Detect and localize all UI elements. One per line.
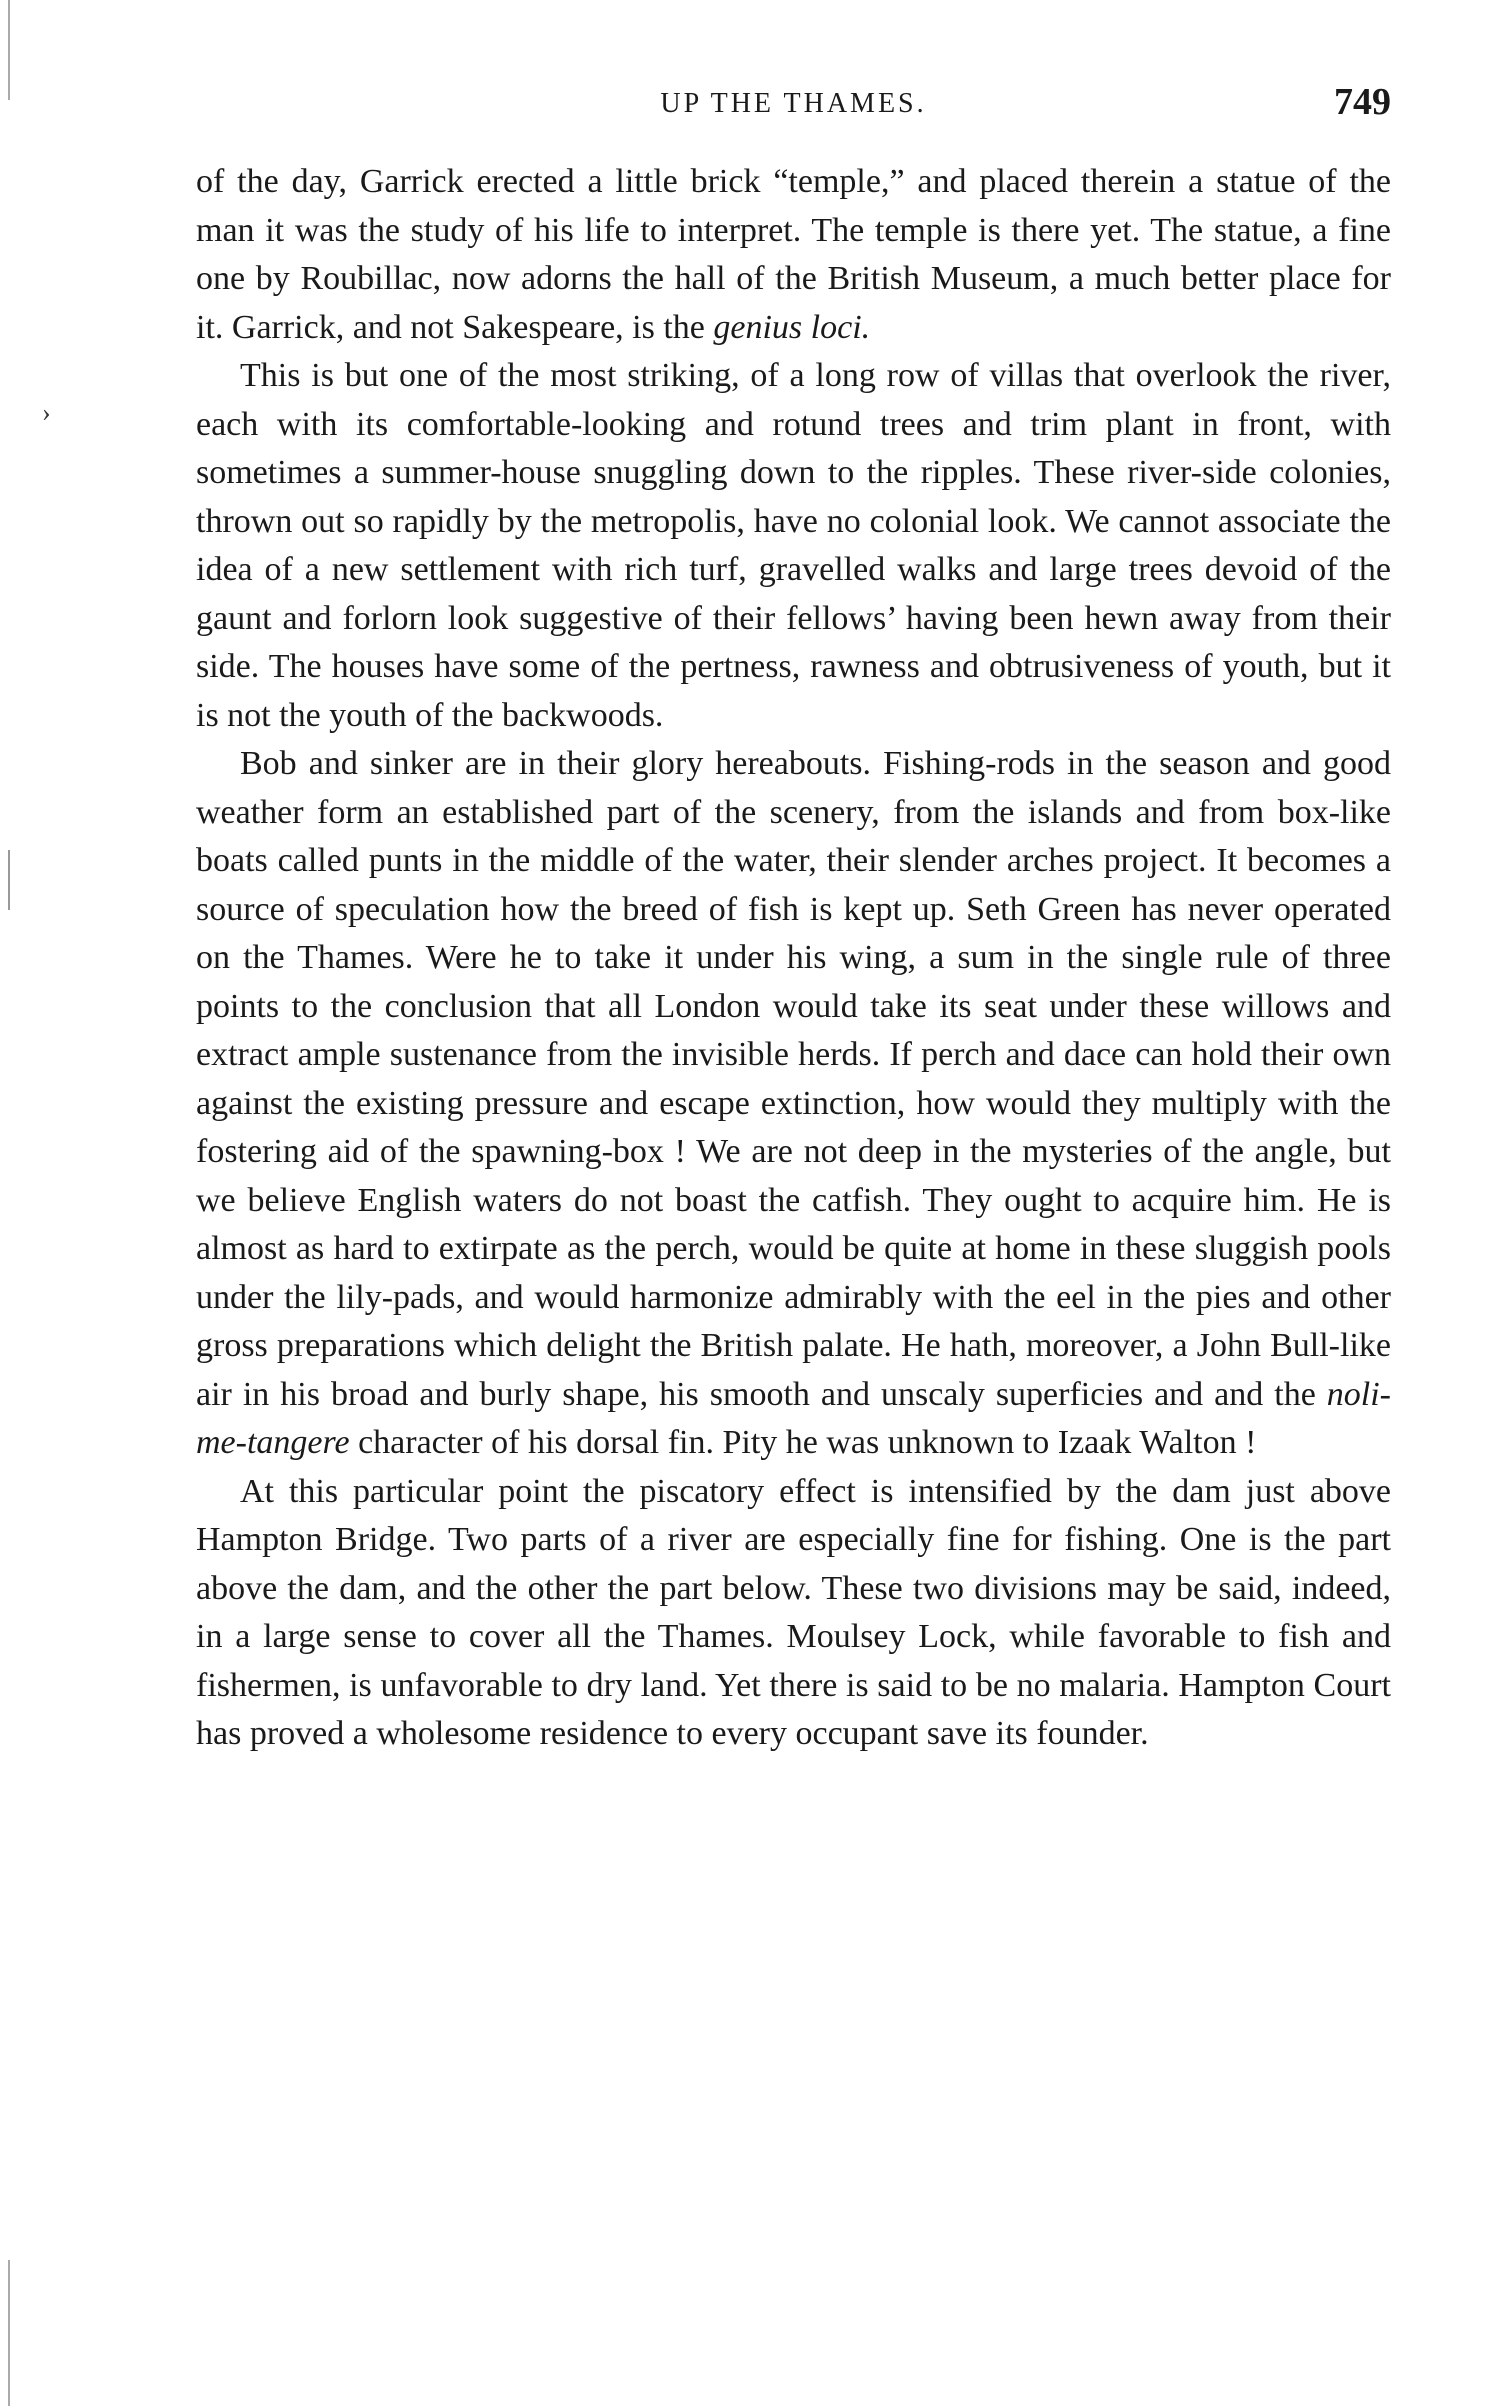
paragraph-text: This is but one of the most striking, of a long row of villas that overlook the river, each with its comfortable-looking and rotund trees and trim plant in front, with sometimes a summer-house snuggling down to the ripples. These river-side colonies, thrown out so rapidly by the metropolis, have no colonial look. We cannot associate the idea of a new settlement with rich turf, gravelled walks and large trees devoid of the gaunt and forlorn look suggestive of their fellows’ having been hewn away from their side. The houses have some of the pertness, rawness and obtrusiveness of youth, but it is not the youth of the backwoods. [196, 357, 1391, 734]
running-title: UP THE THAMES. [660, 88, 927, 119]
body-text [196, 158, 1391, 1759]
paragraph [196, 740, 1391, 1468]
margin-rule [8, 850, 10, 910]
paragraph [196, 352, 1391, 740]
margin-rule [8, 2260, 10, 2406]
paragraph [196, 158, 1391, 352]
paragraph-text: Bob and sinker are in their glory hereabouts. Fishing-rods in the season and good weather form an established part of the scenery, from the islands and from box-like boats called punts in the middle of the water, their slender arches project. It becomes a source of speculation how the breed of fish is kept up. Seth Green has never operated on the Thames. Were he to take it under his wing, a sum in the single rule of three points to the conclusion that all London would take its seat under these willows and extract ample sustenance from the invisible herds. If perch and dace can hold their own against the existing pressure and escape extinction, how would they multiply with the fostering aid of the spawning-box ! We are not deep in the mysteries of the angle, but we believe English waters do not boast the catfish. They ought to acquire him. He is almost as hard to extirpate as the perch, would be quite at home in these sluggish pools under the lily-pads, and would harmonize admirably with the eel in the pies and other gross preparations which delight the British palate. He hath, moreover, a John Bull-like air in his broad and burly shape, his smooth and unscaly superficies and and the [196, 745, 1391, 1413]
paragraph-text: of the day, Garrick erected a little brick “temple,” and placed therein a statue of the man it was the study of his life to interpret. The temple is there yet. The statue, a fine one by Roubillac, now adorns the hall of the British Museum, a much better place for it. Garrick, and not Sakespeare, is the [196, 163, 1391, 346]
margin-rule [8, 0, 10, 100]
margin-mark: › [42, 398, 51, 427]
page-number: 749 [1334, 81, 1391, 123]
italic-phrase: genius loci. [713, 308, 871, 346]
running-head [196, 78, 1391, 128]
paragraph-text: character of his dorsal fin. Pity he was unknown to Izaak Walton ! [349, 1424, 1257, 1461]
italic-phrase: noli-me-tangere [196, 1375, 1391, 1461]
paragraph [196, 1468, 1391, 1759]
paragraph-text: At this particular point the piscatory effect is intensified by the dam just above Hampton Bridge. Two parts of a river are especially fine for fishing. One is the part above the dam, and the other the part below. These two divisions may be said, indeed, in a large sense to cover all the Thames. Moulsey Lock, while favorable to fish and fishermen, is unfavorable to dry land. Yet there is said to be no malaria. Hampton Court has proved a wholesome residence to every occupant save its founder. [196, 1472, 1391, 1752]
